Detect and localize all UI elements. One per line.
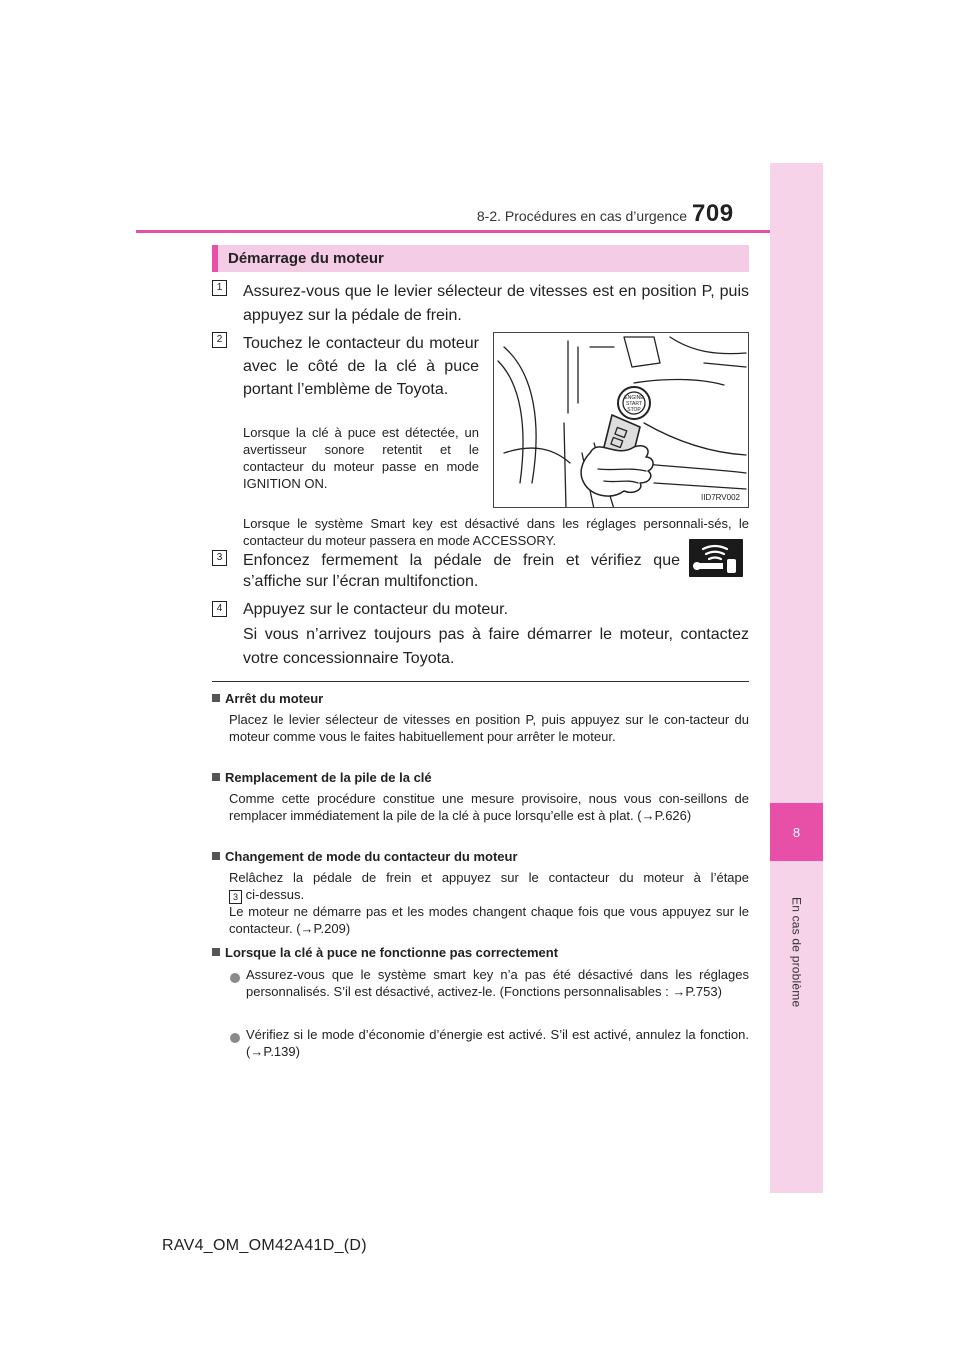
button-label-stop: STOP xyxy=(627,407,641,413)
section-title: Démarrage du moteur xyxy=(212,245,749,272)
note-heading xyxy=(212,945,558,960)
step-number-box: 1 xyxy=(212,280,227,296)
key-touching-engine-switch-drawing xyxy=(494,333,749,508)
note-body-line1: Relâchez la pédale de frein et appuyez sur le contacteur du moteur à l’étape xyxy=(229,870,749,885)
step-number-box: 2 xyxy=(212,332,227,348)
step-2-note-2: Lorsque le système Smart key est désactivé dans les réglages personnali-sés, le contacteur du moteur passera en mode ACCESSORY. xyxy=(243,516,749,548)
note-body-suffix: ci-dessus. xyxy=(242,887,305,902)
step-3-text-line2: s’affiche sur l’écran multifonction. xyxy=(243,573,479,590)
header-rule xyxy=(136,230,823,233)
smart-key-display-icon xyxy=(689,539,743,577)
step-1-text: Assurez-vous que le levier sélecteur de vitesses est en position P, puis appuyez sur la pédale de frein. xyxy=(243,283,749,324)
note-heading xyxy=(212,849,518,864)
note-body-rest: Le moteur ne démarre pas et les modes changent chaque fois que vous appuyez sur le contacteur. (→P.209) xyxy=(229,904,749,936)
step-2-text: Touchez le contacteur du moteur avec le côté de la clé à puce portant l’emblème de Toyota. xyxy=(243,335,479,398)
bullet-dot-icon xyxy=(230,970,240,988)
closing-text: Si vous n’arrivez toujours pas à faire démarrer le moteur, contactez votre concessionnaire Toyota. xyxy=(243,626,749,667)
figure-code: IID7RV002 xyxy=(701,493,740,502)
square-bullet-icon xyxy=(212,948,220,956)
note-heading xyxy=(212,770,432,785)
key-detected-indicator-icon xyxy=(689,539,743,577)
note-title: Remplacement de la pile de la clé xyxy=(225,770,432,785)
note-body: Comme cette procédure constitue une mesure provisoire, nous vous con-seillons de remplacer immédiatement la pile de la clé à puce lorsqu’elle est à plat. (→P.626) xyxy=(229,791,749,823)
square-bullet-icon xyxy=(212,773,220,781)
header-section-title: 8-2. Procédures en cas d’urgence xyxy=(476,208,687,224)
chapter-number-tab: 8 xyxy=(770,803,823,861)
step-ref-box: 3 xyxy=(229,890,242,904)
page-number: 709 xyxy=(692,200,734,227)
note-title: Arrêt du moteur xyxy=(225,691,324,706)
note-title: Changement de mode du contacteur du moteur xyxy=(225,849,518,864)
note-bullet: Vérifiez si le mode d’économie d’énergie est activé. S’il est activé, annulez la fonction. (→P.139) xyxy=(246,1027,749,1059)
note-body: Placez le levier sélecteur de vitesses en position P, puis appuyez sur le con-tacteur du moteur comme vous le faites habituellement pour arrêter le moteur. xyxy=(229,712,749,744)
step-3-text-line1: Enfoncez fermement la pédale de frein et vérifiez que xyxy=(243,552,680,569)
step-4-text: Appuyez sur le contacteur du moteur. xyxy=(243,601,509,618)
note-bullet: Assurez-vous que le système smart key n’a pas été désactivé dans les réglages personnalisés. S’il est désactivé, activez-le. (Fonctions personnalisables : →P.753) xyxy=(246,967,749,999)
step-number-box: 3 xyxy=(212,550,227,566)
square-bullet-icon xyxy=(212,852,220,860)
chapter-title-tab xyxy=(770,862,823,1042)
button-label-engine: ENGINE xyxy=(624,395,644,401)
bullet-dot-icon xyxy=(230,1030,240,1048)
button-label-start: START xyxy=(626,401,642,407)
chapter-title: En cas de problème xyxy=(789,896,804,1008)
step-2-note: Lorsque la clé à puce est détectée, un avertisseur sonore retentit et le contacteur du moteur passe en mode IGNITION ON. xyxy=(243,425,479,491)
smart-key-illustration xyxy=(493,332,749,508)
document-code-footer: RAV4_OM_OM42A41D_(D) xyxy=(162,1237,367,1254)
note-title: Lorsque la clé à puce ne fonctionne pas correctement xyxy=(225,945,559,960)
notes-divider xyxy=(212,681,749,682)
note-body-line2 xyxy=(229,886,749,904)
square-bullet-icon xyxy=(212,694,220,702)
note-heading xyxy=(212,691,323,706)
step-number-box: 4 xyxy=(212,601,227,617)
